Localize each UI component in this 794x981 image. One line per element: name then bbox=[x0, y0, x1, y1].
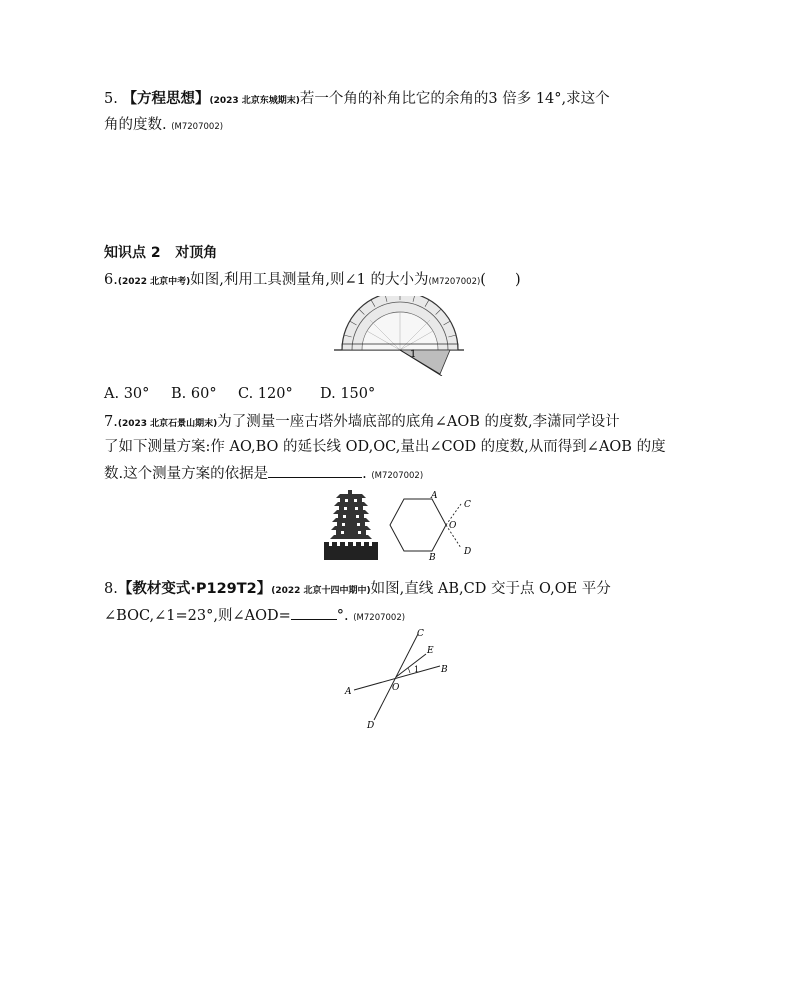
label-a: A bbox=[431, 491, 438, 501]
q5-code: (M7207002) bbox=[171, 122, 224, 132]
label-o: O bbox=[449, 521, 457, 531]
label-b: B bbox=[429, 553, 436, 562]
q5-number: 5. bbox=[104, 91, 118, 107]
section-label: 知识点 2 bbox=[104, 245, 161, 261]
pagoda-battlements bbox=[324, 542, 378, 546]
q8-code: (M7207002) bbox=[353, 613, 406, 623]
section-title: 对顶角 bbox=[175, 245, 218, 261]
label-b: B bbox=[441, 665, 448, 675]
angle-one-label: 1 bbox=[410, 349, 417, 360]
q8-source: (2022 北京十四中期中) bbox=[271, 586, 371, 596]
q6-code: (M7207002) bbox=[428, 277, 481, 287]
ray-oe bbox=[396, 654, 426, 677]
q7-text-2: 了如下测量方案:作 AO,BO 的延长线 OD,OC,量出∠COD 的度数,从而得到∠AOB 的度 bbox=[104, 439, 666, 455]
q8-number: 8. bbox=[104, 581, 118, 597]
q5-line-2 bbox=[104, 115, 223, 137]
label-a: A bbox=[345, 687, 352, 697]
q6-line-1 bbox=[104, 270, 521, 292]
q7-code: (M7207002) bbox=[371, 471, 424, 481]
q7-line-1 bbox=[104, 412, 620, 434]
q5-tag: 【方程思想】 bbox=[122, 91, 210, 107]
q7-text-3-end: . bbox=[362, 466, 367, 482]
q6-options bbox=[104, 384, 375, 404]
q5-source: (2023 北京东城期末) bbox=[209, 96, 300, 106]
protractor-figure bbox=[330, 296, 470, 376]
label-d: D bbox=[367, 721, 375, 731]
q8-answer-blank[interactable] bbox=[291, 605, 337, 620]
angle-wedge bbox=[400, 350, 450, 374]
label-e: E bbox=[427, 646, 434, 656]
hexagon-figure bbox=[384, 488, 476, 562]
q6-source: (2022 北京中考) bbox=[117, 277, 191, 287]
section-heading bbox=[104, 243, 217, 263]
pagoda-body bbox=[330, 490, 372, 539]
q6-text: 如图,利用工具测量角,则∠1 的大小为 bbox=[190, 272, 429, 288]
q7-source: (2023 北京石景山期末) bbox=[117, 419, 218, 429]
q6-answer-paren: ( ) bbox=[480, 272, 521, 288]
q7-number: 7. bbox=[104, 414, 118, 430]
q8-tag: 【教材变式·P129T2】 bbox=[117, 581, 272, 597]
q7-answer-blank[interactable] bbox=[268, 463, 362, 478]
label-o: O bbox=[392, 683, 400, 693]
pagoda-wall bbox=[324, 546, 378, 560]
q5-text-2: 角的度数. bbox=[104, 117, 167, 133]
lines-figure bbox=[340, 626, 460, 732]
q7-text-3: 数.这个测量方案的依据是 bbox=[104, 466, 269, 482]
q6-option-d: D. 150° bbox=[320, 386, 376, 402]
q8-text-1: 如图,直线 AB,CD 交于点 O,OE 平分 bbox=[370, 581, 611, 597]
q7-text-1: 为了测量一座古塔外墙底部的底角∠AOB 的度数,李潇同学设计 bbox=[217, 414, 620, 430]
label-c: C bbox=[417, 629, 424, 639]
q6-number: 6. bbox=[104, 272, 118, 288]
q5-text-1: 若一个角的补角比它的余角的3 倍多 14°,求这个 bbox=[299, 91, 610, 107]
q7-line-2 bbox=[104, 437, 666, 457]
q8-line-2 bbox=[104, 605, 405, 628]
q5-line-1 bbox=[104, 89, 610, 111]
q6-option-a: A. 30° bbox=[104, 386, 150, 402]
hexagon bbox=[390, 499, 446, 551]
q6-option-c: C. 120° bbox=[238, 386, 293, 402]
label-angle-one: 1 bbox=[414, 665, 420, 674]
label-c: C bbox=[464, 500, 471, 510]
q8-line-1 bbox=[104, 579, 611, 601]
label-d: D bbox=[464, 547, 472, 557]
q6-option-b: B. 60° bbox=[171, 386, 217, 402]
q7-line-3 bbox=[104, 463, 423, 486]
pagoda-figure bbox=[322, 488, 380, 562]
q8-text-2b: °. bbox=[336, 608, 349, 624]
q8-text-2a: ∠BOC,∠1=23°,则∠AOD= bbox=[104, 608, 291, 624]
angle-one-arc bbox=[408, 668, 410, 673]
